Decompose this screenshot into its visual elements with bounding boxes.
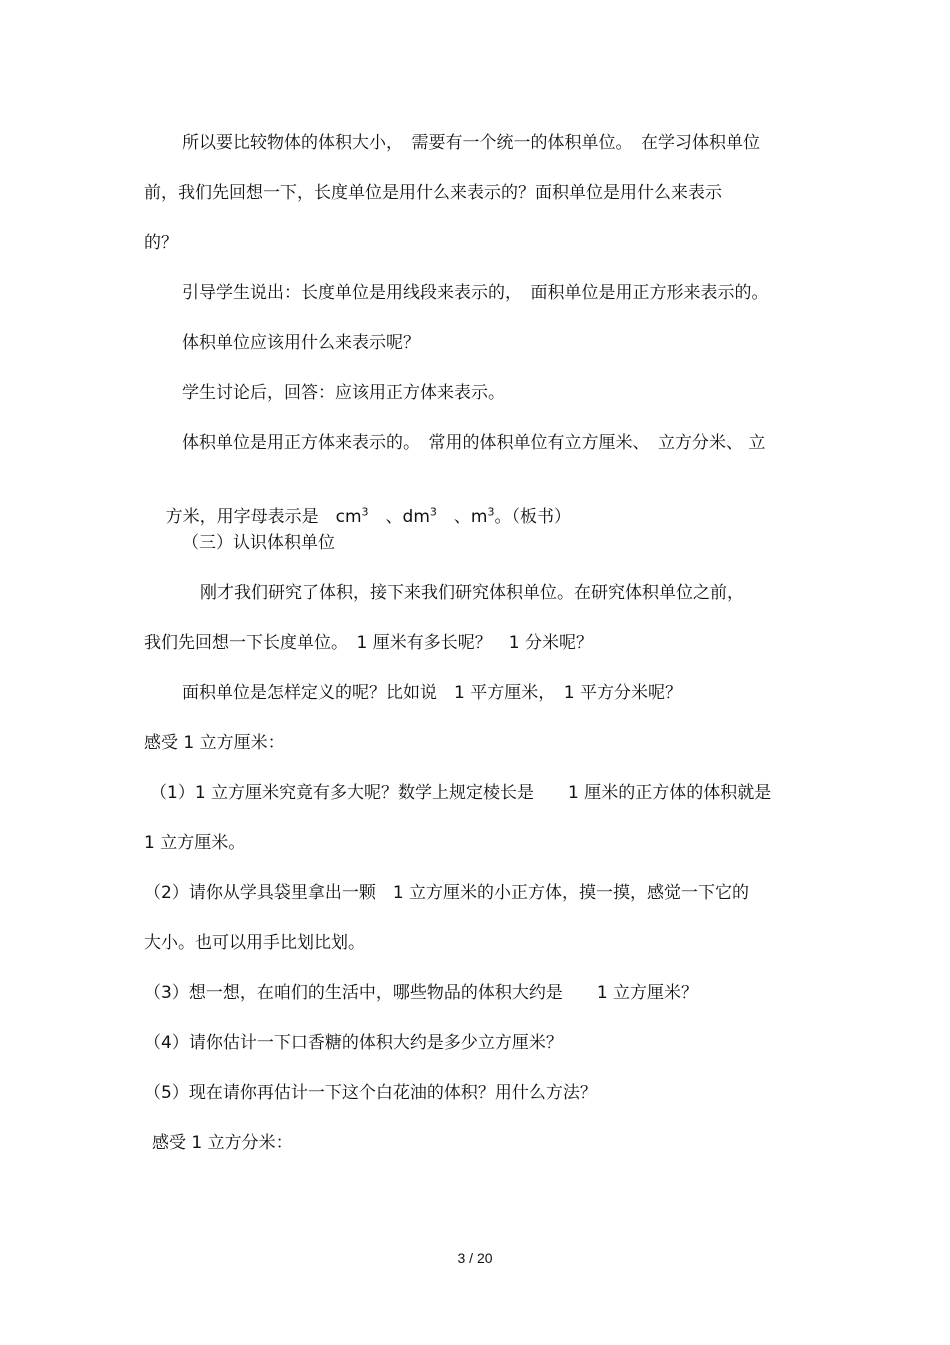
list-item: （1）1 立方厘米究竟有多大呢？数学上规定棱长是 1 厘米的正方体的体积就是 [150, 783, 772, 803]
paragraph-line: 引导学生说出：长度单位是用线段来表示的， 面积单位是用正方形来表示的。 [182, 283, 769, 303]
paragraph-line: 前，我们先回想一下，长度单位是用什么来表示的？面积单位是用什么来表示 [144, 183, 722, 203]
page-number: 3 / 20 [457, 1250, 493, 1266]
paragraph-line: 所以要比较物体的体积大小， 需要有一个统一的体积单位。 在学习体积单位 [182, 133, 760, 153]
list-item: （4）请你估计一下口香糖的体积大约是多少立方厘米？ [144, 1033, 563, 1053]
unit-m: m [470, 507, 488, 527]
paragraph-line: 体积单位应该用什么来表示呢？ [182, 333, 420, 353]
paragraph-line: 1 立方厘米。 [144, 833, 246, 853]
paragraph-line: 我们先回想一下长度单位。 1 厘米有多长呢？ 1 分米呢？ [144, 633, 593, 653]
paragraph-line: 体积单位是用正方体来表示的。 常用的体积单位有立方厘米、 立方分米、 立 [182, 433, 766, 453]
list-item: （2）请你从学具袋里拿出一颗 1 立方厘米的小正方体，摸一摸，感觉一下它的 [144, 883, 750, 903]
units-prefix: 方米，用字母表示是 [165, 507, 336, 527]
unit-exponent: 3 [361, 505, 369, 519]
section-heading: （三）认识体积单位 [182, 533, 335, 553]
paragraph-line: 大小。也可以用手比划比划。 [144, 933, 365, 953]
units-suffix: 。（板书） [494, 507, 571, 527]
units-separator: 、 [436, 507, 471, 527]
paragraph-line: 感受 1 立方厘米： [144, 733, 285, 753]
paragraph-line: 学生讨论后，回答：应该用正方体来表示。 [182, 383, 505, 403]
unit-exponent: 3 [487, 505, 495, 519]
paragraph-line: 刚才我们研究了体积，接下来我们研究体积单位。在研究体积单位之前， [200, 583, 744, 603]
unit-cm: cm [335, 507, 362, 527]
paragraph-line: 感受 1 立方分米： [152, 1133, 293, 1153]
unit-dm: dm [402, 507, 430, 527]
paragraph-line: 面积单位是怎样定义的呢？比如说 1 平方厘米， 1 平方分米呢？ [182, 683, 682, 703]
units-separator: 、 [368, 507, 403, 527]
paragraph-line: 的？ [144, 233, 178, 253]
list-item: （5）现在请你再估计一下这个白花油的体积？用什么方法？ [144, 1083, 597, 1103]
unit-exponent: 3 [429, 505, 437, 519]
list-item: （3）想一想，在咱们的生活中，哪些物品的体积大约是 1 立方厘米？ [144, 983, 699, 1003]
